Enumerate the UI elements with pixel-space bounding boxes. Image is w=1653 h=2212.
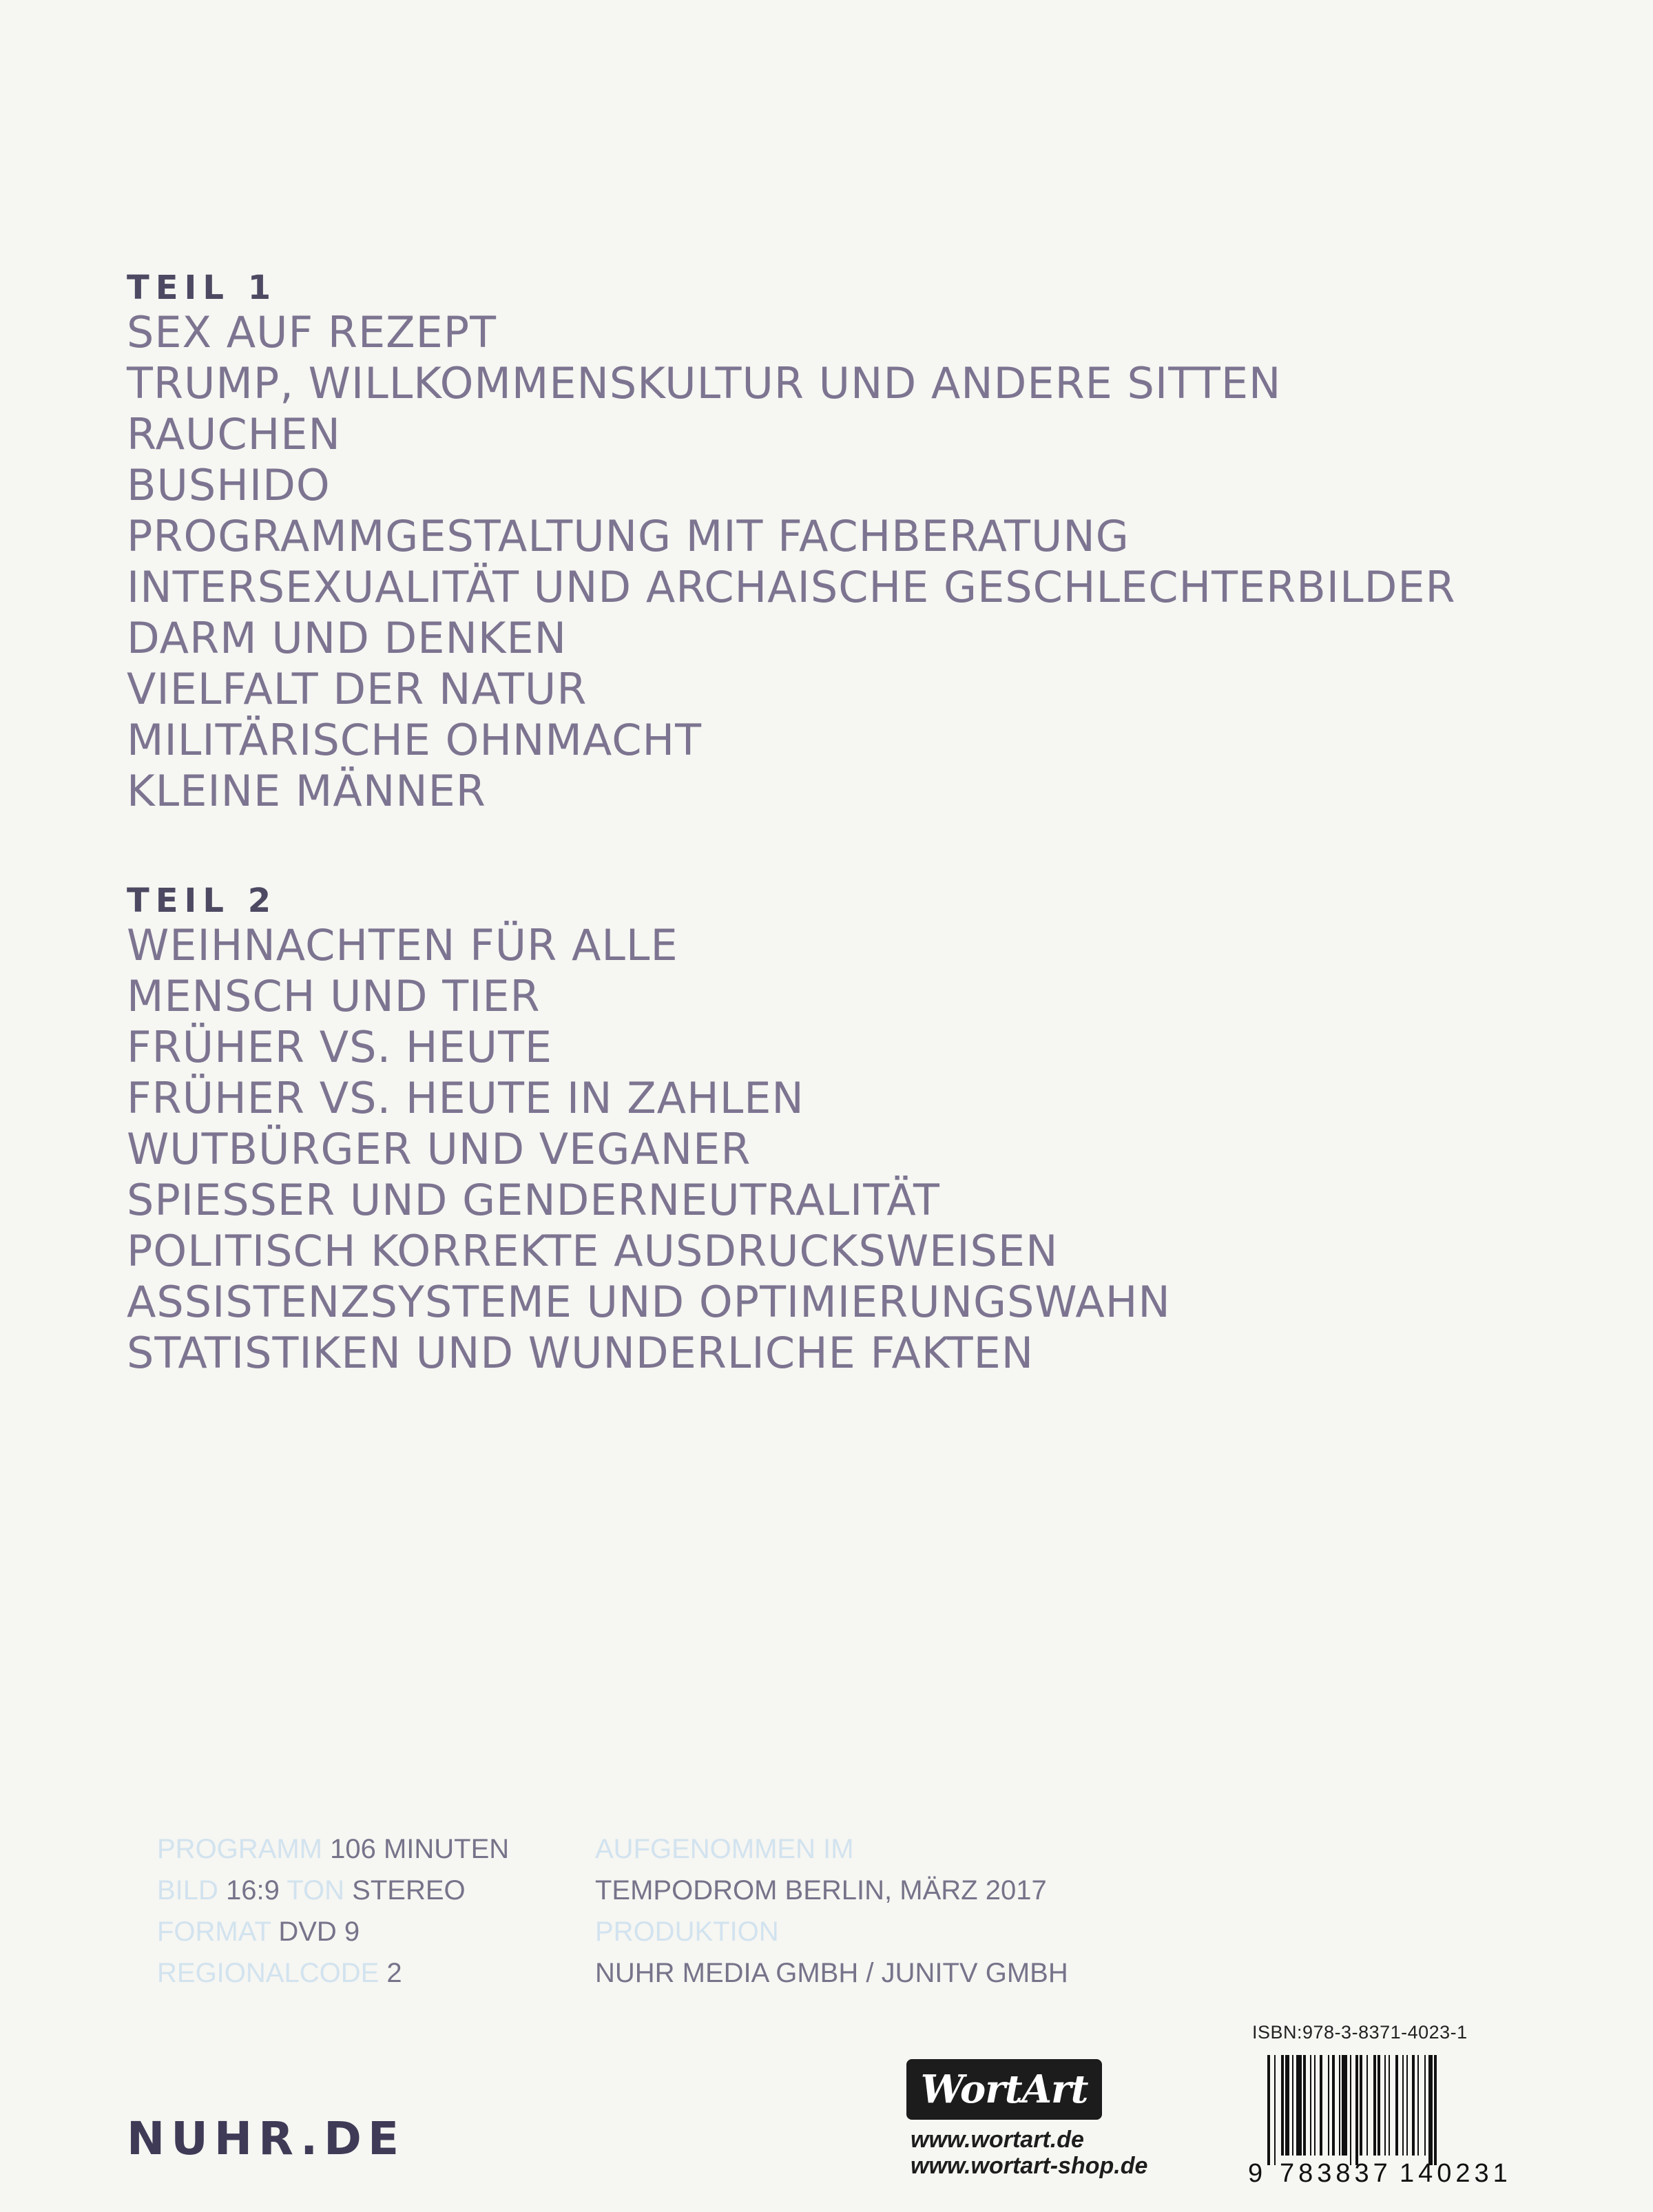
barcode-bar xyxy=(1328,2055,1329,2156)
wortart-logo: WortArt xyxy=(906,2059,1102,2120)
barcode-bar xyxy=(1285,2055,1289,2156)
barcode-bar xyxy=(1373,2055,1376,2156)
part1-track-list xyxy=(127,307,1456,817)
barcode-digits-right: 140231 xyxy=(1400,2159,1512,2184)
track-item: MILITÄRISCHE OHNMACHT xyxy=(127,715,702,765)
track-item: VIELFALT DER NATUR xyxy=(127,664,588,714)
technical-specs xyxy=(157,1828,509,1994)
spec-value: DVD 9 xyxy=(278,1917,360,1947)
track-item: TRUMP, WILLKOMMENSKULTUR UND ANDERE SITTEN xyxy=(127,358,1282,408)
track-item: WEIHNACHTEN FÜR ALLE xyxy=(127,920,678,970)
spec-label: BILD xyxy=(157,1875,218,1906)
track-item: PROGRAMMGESTALTUNG MIT FACHBERATUNG xyxy=(127,511,1130,561)
publisher-urls xyxy=(911,2127,1147,2179)
spec-label: TON xyxy=(287,1875,345,1906)
track-item: MENSCH UND TIER xyxy=(127,971,541,1021)
track-item: POLITISCH KORREKTE AUSDRUCKSWEISEN xyxy=(127,1226,1059,1276)
spec-value: 106 MINUTEN xyxy=(330,1834,510,1864)
barcode-bar xyxy=(1395,2055,1398,2156)
barcode-bar xyxy=(1355,2055,1358,2165)
barcode-bar xyxy=(1378,2055,1380,2156)
barcode-bar xyxy=(1389,2055,1390,2156)
spec-label: FORMAT xyxy=(157,1917,271,1947)
barcode-bar xyxy=(1434,2055,1437,2165)
barcode-bar xyxy=(1350,2055,1351,2165)
barcode-bar xyxy=(1402,2055,1404,2156)
spec-bild-ton xyxy=(157,1870,509,1911)
spec-label: REGIONALCODE xyxy=(157,1958,380,1988)
barcode-bar xyxy=(1360,2055,1362,2156)
track-item: RAUCHEN xyxy=(127,409,341,459)
spec-programm xyxy=(157,1828,509,1870)
publisher-url: www.wortart.de xyxy=(911,2127,1084,2153)
ean-barcode xyxy=(1247,2055,1526,2184)
isbn-label: ISBN:978-3-8371-4023-1 xyxy=(1252,2022,1468,2043)
part2-track-list xyxy=(127,920,1171,1379)
spec-regionalcode xyxy=(157,1952,509,1994)
recorded-label: AUFGENOMMEN IM xyxy=(595,1834,854,1864)
barcode-bar xyxy=(1320,2055,1322,2156)
track-item: SPIESSER UND GENDERNEUTRALITÄT xyxy=(127,1175,940,1225)
barcode-digits-left: 783837 xyxy=(1280,2159,1392,2184)
barcode-bar xyxy=(1428,2055,1433,2165)
barcode-bar xyxy=(1332,2055,1335,2156)
track-item: SEX AUF REZEPT xyxy=(127,307,497,357)
barcode-bar xyxy=(1384,2055,1386,2156)
barcode-bar xyxy=(1303,2055,1306,2156)
track-item: ASSISTENZSYSTEME UND OPTIMIERUNGSWAHN xyxy=(127,1277,1171,1327)
barcode-bar xyxy=(1292,2055,1293,2156)
track-item: KLEINE MÄNNER xyxy=(127,766,486,816)
barcode-bar xyxy=(1274,2055,1276,2165)
barcode-bar xyxy=(1366,2055,1368,2156)
barcode-bar xyxy=(1267,2055,1270,2165)
barcode-bar xyxy=(1417,2055,1419,2156)
spec-format xyxy=(157,1911,509,1952)
barcode-bar xyxy=(1314,2055,1316,2156)
barcode-bar xyxy=(1342,2055,1347,2156)
track-item: FRÜHER VS. HEUTE IN ZAHLEN xyxy=(127,1073,804,1123)
barcode-bar xyxy=(1412,2055,1415,2156)
track-item: STATISTIKEN UND WUNDERLICHE FAKTEN xyxy=(127,1328,1035,1378)
track-item: DARM UND DENKEN xyxy=(127,613,568,663)
production-label: PRODUKTION xyxy=(595,1917,779,1947)
barcode-bar xyxy=(1281,2055,1284,2156)
track-item: BUSHIDO xyxy=(127,460,331,510)
barcode-bar xyxy=(1424,2055,1426,2156)
spec-value: STEREO xyxy=(352,1875,466,1906)
part1-heading: TEIL 1 xyxy=(127,269,278,307)
production-info xyxy=(595,1828,1068,1994)
track-item: WUTBÜRGER UND VEGANER xyxy=(127,1124,751,1174)
barcode-bars xyxy=(1267,2055,1437,2165)
spec-label: PROGRAMM xyxy=(157,1834,322,1864)
barcode-bar xyxy=(1406,2055,1408,2156)
track-item: INTERSEXUALITÄT UND ARCHAISCHE GESCHLECHTERBILDER xyxy=(127,562,1456,612)
barcode-digit-first: 9 xyxy=(1248,2159,1263,2184)
production-value: NUHR MEDIA GMBH / JUNITV GMBH xyxy=(595,1958,1068,1988)
spec-value: 2 xyxy=(386,1958,402,1988)
publisher-shop-url: www.wortart-shop.de xyxy=(911,2153,1148,2179)
barcode-bar xyxy=(1339,2055,1340,2156)
website-url: NUHR.DE xyxy=(127,2112,406,2165)
part2-heading: TEIL 2 xyxy=(127,881,278,920)
recorded-value: TEMPODROM BERLIN, MÄRZ 2017 xyxy=(595,1875,1047,1906)
track-item: FRÜHER VS. HEUTE xyxy=(127,1022,553,1072)
barcode-bar xyxy=(1310,2055,1311,2156)
barcode-bar xyxy=(1296,2055,1302,2156)
spec-value: 16:9 xyxy=(226,1875,280,1906)
